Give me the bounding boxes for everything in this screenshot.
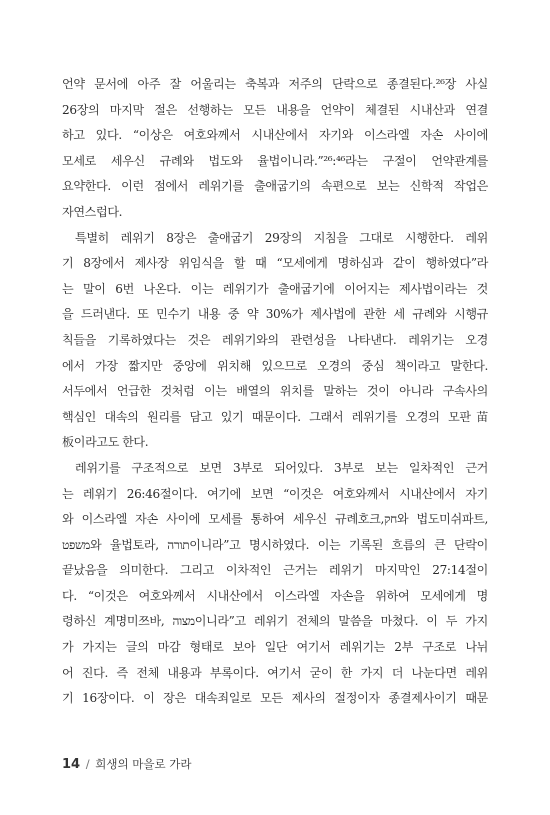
- text-line: משפט와 율법토라, תורה이니라”고 명시하였다. 이는 기록된 흐름의 큰 단락이: [62, 537, 488, 552]
- text-line: 령하신 계명미쯔바, מצוה이니라”고 레위기 전체의 말씀을 마쳤다. 이 두 가지: [62, 614, 488, 629]
- text-line: 끝났음을 의미한다. 그리고 이차적인 근거는 레위기 마지막인 27:14절이: [62, 563, 488, 578]
- text-line: 하고 있다. “이상은 여호와께서 시내산에서 자기와 이스라엘 자손 사이에: [62, 128, 488, 143]
- text-line: 을 드러낸다. 또 민수기 내용 중 약 30%가 제사법에 관한 세 규례와 시행규: [62, 307, 488, 322]
- text-line: 언약 문서에 아주 잘 어울리는 축복과 저주의 단락으로 종결된다.²⁶장 사실: [62, 77, 488, 91]
- page-number: 14: [62, 757, 81, 772]
- running-title: 희생의 마을로 가라: [95, 757, 192, 771]
- page-footer: [62, 756, 191, 772]
- text-line: 특별히 레위기 8장은 출애굽기 29장의 지침을 그대로 시행한다. 레위: [75, 230, 488, 245]
- text-line: 는 레위기 26:46절이다. 여기에 보면 “이것은 여호와께서 시내산에서 자기: [62, 486, 488, 501]
- text-line: 26장의 마지막 절은 선행하는 모든 내용을 언약이 체결된 시내산과 연결: [62, 102, 488, 117]
- text-line: 板이라고도 한다.: [62, 435, 149, 450]
- text-line: 자연스럽다.: [62, 204, 123, 219]
- text-line: 모세로 세우신 규례와 법도와 율법이니라.”²⁶:⁴⁶라는 구절이 언약관계를: [62, 153, 488, 168]
- body-text: [62, 72, 488, 712]
- text-line: 에서 가장 짧지만 중앙에 위치해 있으므로 오경의 중심 책이라고 말한다.: [62, 358, 488, 373]
- footer-separator: /: [85, 757, 90, 771]
- text-line: 어 진다. 즉 전체 내용과 부록이다. 여기서 굳이 한 가지 더 나눈다면 레위: [62, 665, 488, 680]
- text-line: 다. “이것은 여호와께서 시내산에서 이스라엘 자손을 위하여 모세에게 명: [62, 588, 488, 603]
- text-line: 칙들을 기록하였다는 것은 레위기와의 관련성을 나타낸다. 레위기는 오경: [62, 332, 488, 347]
- text-line: 와 이스라엘 자손 사이에 모세를 통하여 세우신 규례호크,חק와 법도미쉬파트,: [62, 512, 488, 527]
- text-line: 요약한다. 이런 점에서 레위기를 출애굽기의 속편으로 보는 신학적 작업은: [62, 179, 488, 194]
- text-line: 서두에서 언급한 것처럼 이는 배열의 위치를 말하는 것이 아니라 구속사의: [62, 384, 488, 399]
- text-line: 핵심인 대속의 원리를 담고 있기 때문이다. 그래서 레위기를 오경의 모판苗: [62, 409, 488, 424]
- text-line: 기 8장에서 제사장 위임식을 할 때 “모세에게 명하심과 같이 행하였다”라: [62, 256, 488, 271]
- text-line: 가 가지는 글의 마감 형태로 보아 일단 여기서 레위기는 2부 구조로 나뉘: [62, 640, 488, 655]
- text-line: 기 16장이다. 이 장은 대속죄일로 모든 제사의 절정이자 종결제사이기 때문: [62, 691, 488, 706]
- text-line: 레위기를 구조적으로 보면 3부로 되어있다. 3부로 보는 일차적인 근거: [75, 460, 488, 475]
- text-line: 는 말이 6번 나온다. 이는 레위기가 출애굽기에 이어지는 제사법이라는 것: [62, 281, 488, 296]
